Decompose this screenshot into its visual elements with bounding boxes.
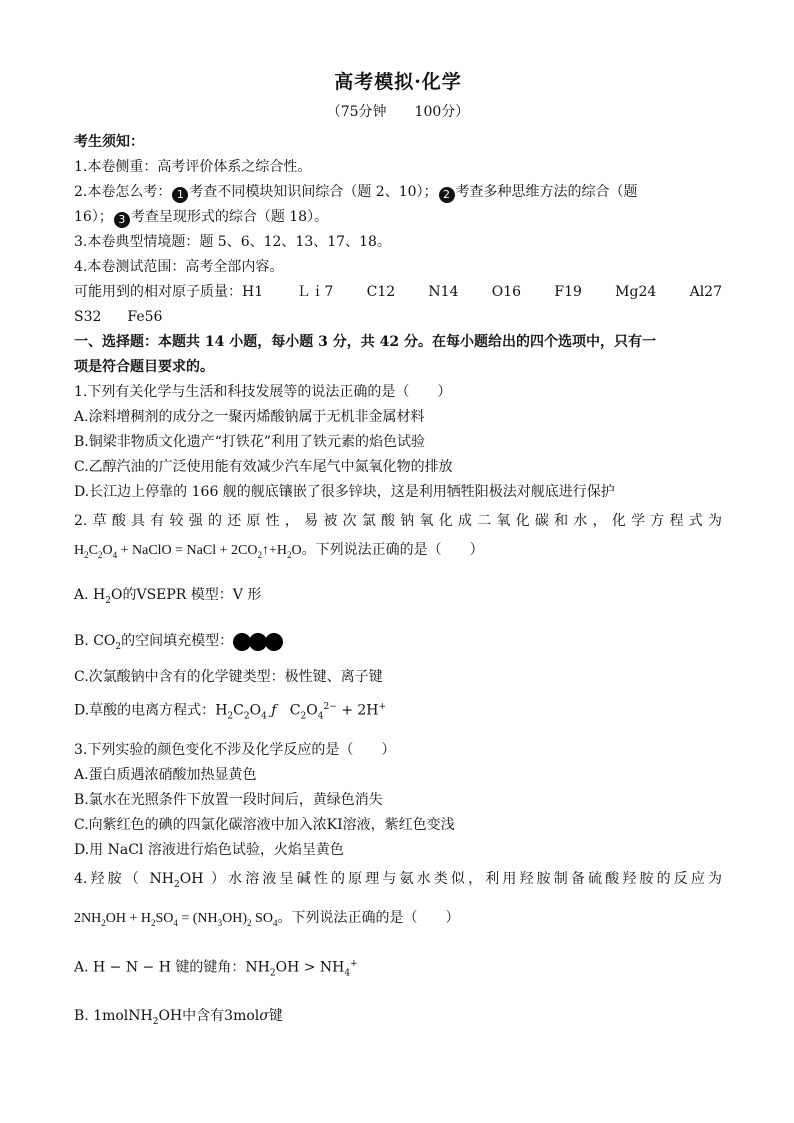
q3-option-a: A.蛋白质遇浓硝酸加热显黄色	[74, 766, 257, 783]
circled-number-icon: 3	[114, 212, 130, 228]
atomic-mass: C12	[366, 284, 396, 300]
q1-stem: 1.下列有关化学与生活和科技发展等的说法正确的是（ ）	[74, 384, 452, 400]
notice-heading: 考生须知：	[74, 134, 144, 150]
q1-option-d: D.长江边上停靠的 166 舰的舰底镶嵌了很多锌块，这是利用牺牲阳极法对舰底进行保护	[74, 484, 615, 500]
q4-text: 4.羟胺（	[74, 870, 142, 887]
option-text: D.草酸的电离方程式：	[74, 703, 216, 720]
q4-text: ）水溶液呈碱性的原理与氨水类似，利用羟胺制备硫酸羟胺的反应为	[211, 870, 723, 887]
atomic-mass: S32	[74, 309, 102, 325]
q2-equation: $H_2C_2O_4$ + NaClO = NaCl + $2CO_2↑+H_2O$。下列说法正确的是（ ）	[74, 543, 484, 560]
q1-option-b: B.铜梁非物质文化遗产“打铁花”利用了铁元素的焰色试验	[74, 434, 426, 450]
notice-text: 考查不同模块知识间综合（题 2、10）；	[189, 184, 438, 200]
option-letter: A.	[74, 960, 89, 977]
option-text: 中含有	[182, 1007, 225, 1024]
option-text: 的空间填充模型：	[121, 632, 234, 649]
atomic-masses	[74, 280, 722, 305]
option-letter: A.	[74, 586, 89, 603]
q4-option-b: B. 1molNH$_2$OH中含有3molσ键	[74, 1007, 283, 1027]
exam-subtitle	[74, 102, 722, 122]
notice-line-3	[74, 205, 722, 230]
atomic-masses-2	[74, 305, 722, 330]
atomic-mass: Ｌｉ7	[296, 284, 334, 300]
circled-number-icon: 1	[172, 187, 188, 203]
space-filling-model-icon	[233, 633, 283, 651]
q2-option-a: A. $H_2O$的VSEPR 模型：V 形	[74, 586, 262, 606]
notice-text: 2.本卷怎么考：	[74, 184, 172, 200]
atomic-mass: Fe56	[127, 309, 163, 325]
option-text: 的VSEPR 模型：V 形	[122, 586, 262, 603]
option-letter: B.	[74, 1007, 89, 1024]
exam-title: 高考模拟·化学	[334, 71, 462, 93]
q2-equation-tail: 。下列说法正确的是（ ）	[301, 543, 484, 558]
notice-line-4: 3.本卷典型情境题：题 5、6、12、13、17、18。	[74, 234, 391, 250]
exam-score: 100分）	[414, 104, 470, 120]
q2-stem: 2.草酸具有较强的还原性，易被次氯酸钠氧化成二氧化碳和水，化学方程式为	[74, 513, 722, 529]
q2-option-b: B. $CO_2$的空间填充模型：	[74, 624, 722, 664]
atomic-mass: Mg24	[615, 284, 657, 300]
q3-option-c: C.向紫红色的碘的四氯化碳溶液中加入浓KI溶液，紫红色变浅	[74, 816, 455, 833]
notice-line-1: 1.本卷侧重：高考评价体系之综合性。	[74, 159, 312, 175]
option-text: 键的键角：	[175, 960, 246, 977]
q1-option-a: A.涂料增稠剂的成分之一聚丙烯酸钠属于无机非金属材料	[74, 409, 425, 425]
section-heading-line-1: 一、选择题：本题共 14 小题，每小题 3 分，共 42 分。在每小题给出的四个选项中，只有一	[74, 334, 656, 350]
notice-line-5: 4.本卷测试范围：高考全部内容。	[74, 259, 284, 275]
atomic-mass: Al27	[689, 284, 722, 300]
atomic-mass: N14	[428, 284, 459, 300]
section-heading-line-2: 项是符合题目要求的。	[74, 359, 214, 375]
atom-ball	[265, 633, 283, 651]
notice-text: 16）；	[74, 209, 113, 225]
notice-line-2	[74, 180, 722, 205]
q3-stem: 3.下列实验的颜色变化不涉及化学反应的是（ ）	[74, 741, 396, 758]
q4-option-a: A. H − N − H 键的键角：$NH_2OH > NH_4^+$	[74, 959, 358, 979]
atomic-mass: O16	[491, 284, 522, 300]
circled-number-icon: 2	[439, 187, 455, 203]
q4-equation-tail: 。下列说法正确的是（ ）	[277, 910, 460, 926]
q4-equation: $2NH_2OH + H_2SO_4 = (NH_3OH)_2$ $SO_4$。下列说法正确的是（ ）	[74, 910, 460, 928]
notice-text: 考查呈现形式的综合（题 18）。	[130, 209, 329, 225]
atomic-masses-label: 可能用到的相对原子质量：H1	[74, 284, 264, 300]
q2-option-d: D.草酸的电离方程式：$H_2C_2O_4$ ƒ $C_2O_4^{2-} + 2H^+$	[74, 702, 387, 722]
option-letter: B.	[74, 632, 89, 649]
option-text: 键	[268, 1007, 283, 1024]
q3-option-b: B.氯水在光照条件下放置一段时间后，黄绿色消失	[74, 791, 383, 808]
notice-text: 考查多种思维方法的综合（题	[455, 184, 638, 200]
q2-option-c: C.次氯酸钠中含有的化学键类型：极性键、离子键	[74, 669, 383, 686]
atomic-mass: F19	[554, 284, 582, 300]
exam-time: （75分钟	[326, 104, 387, 120]
q1-option-c: C.乙醇汽油的广泛使用能有效减少汽车尾气中氮氧化物的排放	[74, 459, 453, 475]
q4-stem: 4.羟胺（ $NH_2OH$ ）水溶液呈碱性的原理与氨水类似，利用羟胺制备硫酸羟胺的反应为	[74, 870, 723, 890]
q3-option-d: D.用 NaCl 溶液进行焰色试验，火焰呈黄色	[74, 841, 344, 858]
